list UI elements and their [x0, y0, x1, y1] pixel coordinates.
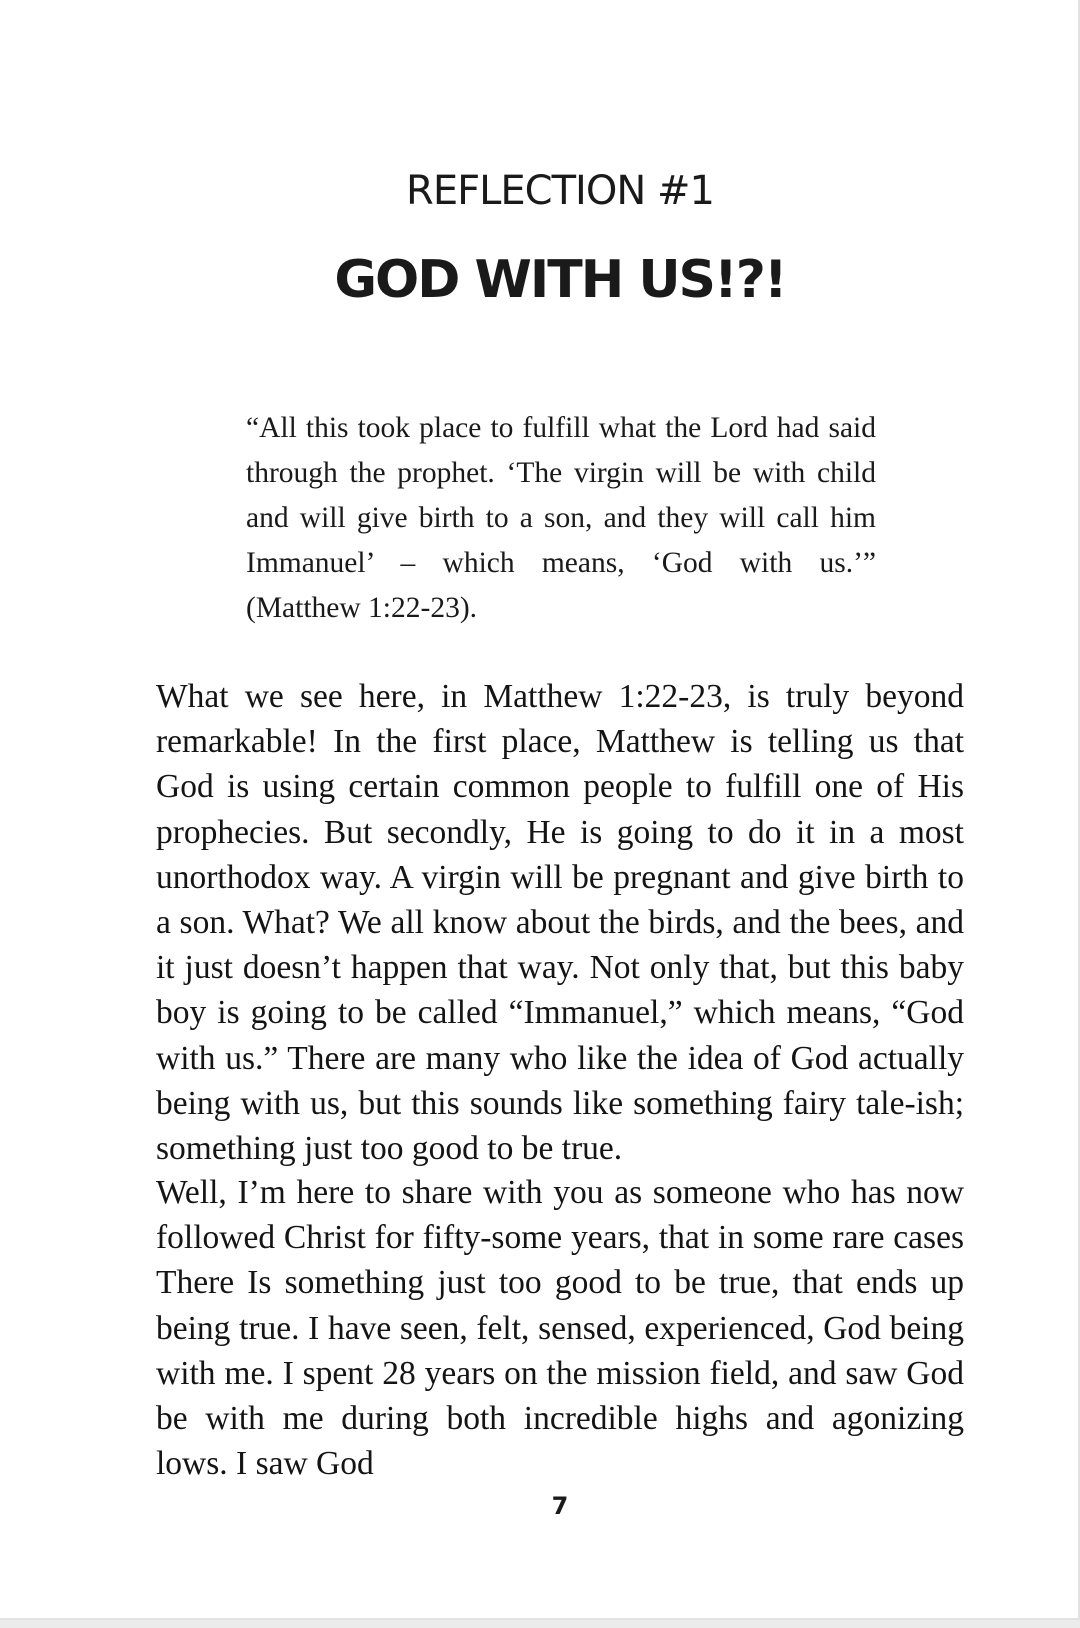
body-paragraph-1: What we see here, in Matthew 1:22-23, is truly beyond remarkable! In the first place, Matthew is telling us that God is using certain common people to fulfill one of His prophecies. But secondly, He is going to do it in a most unorthodox way. A virgin will be pregnant and give birth to a son. What? We all know about the birds, and the bees, and it just doesn’t happen that way. Not only that, but this baby boy is going to be called “Immanuel,” which means, “God with us.” There are many who like the idea of God actually being with us, but this sounds like something fairy tale-ish; something just too good to be true. [156, 678, 964, 1168]
chapter-title: GOD WITH US!?! [334, 250, 786, 310]
page-number: 7 [551, 1492, 569, 1520]
chapter-label: REFLECTION #1 [406, 168, 714, 214]
scripture-epigraph: “All this took place to fulfill what the Lord had said through the prophet. ‘The virgin will be with child and will give birth to a son, and they will call him Immanuel’ – which means, ‘God with us.’” (Matthew 1:22-23). [246, 412, 876, 624]
body-paragraph-2: Well, I’m here to share with you as someone who has now followed Christ for fifty-some years, that in some rare cases There Is something just too good to be true, that ends up being true. I have seen, felt, sensed, experienced, God being with me. I spent 28 years on the mission field, and saw God be with me during both incredible highs and agonizing lows. I saw God [156, 1174, 964, 1483]
